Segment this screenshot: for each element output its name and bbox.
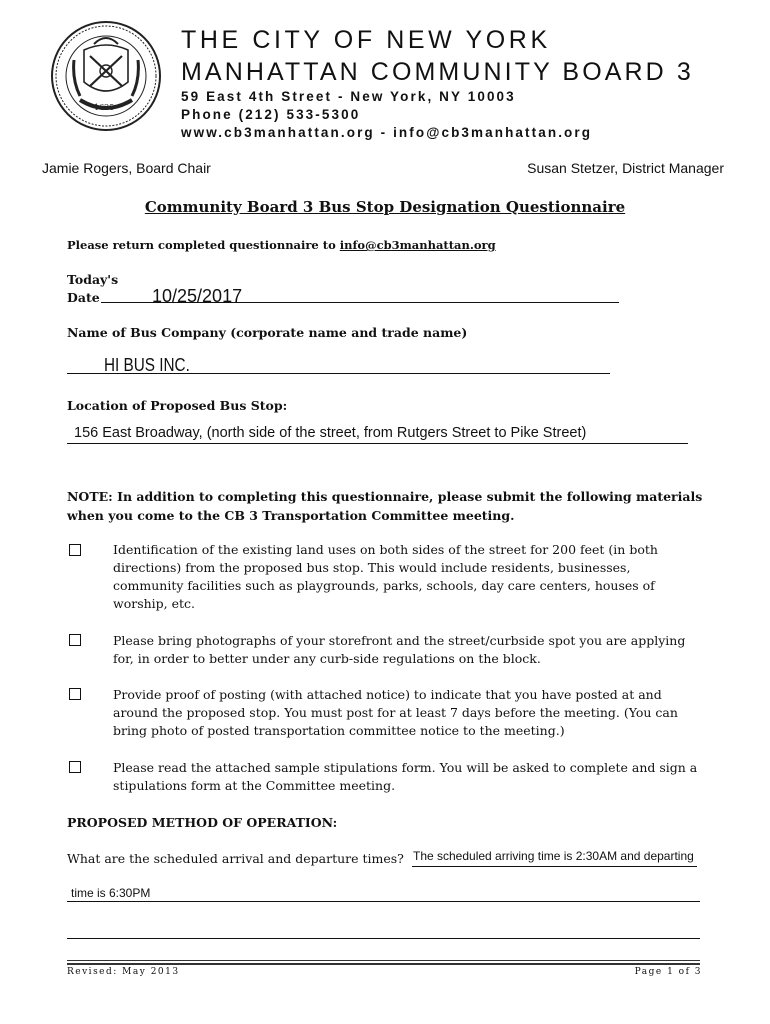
checklist-item-proof-of-posting: Provide proof of posting (with attached notice) to indicate that you have posted at and around the proposed stop. You must post for at least 7 days before the meeting. (You can bring photo of posted transportation committee notice to the meeting.) xyxy=(113,687,678,738)
location-label: Location of Proposed Bus Stop: xyxy=(67,398,288,413)
company-field[interactable]: HI BUS INC. xyxy=(104,355,190,375)
schedule-answer-line3-rule xyxy=(67,938,700,939)
schedule-question: What are the scheduled arrival and departure times? xyxy=(67,851,404,866)
checkbox-proof-of-posting[interactable] xyxy=(69,688,81,700)
district-manager: Susan Stetzer, District Manager xyxy=(527,160,724,176)
checklist-item-photographs: Please bring photographs of your storefront and the street/curbside spot you are applying for, in order to better under any curb-side regulations on the block. xyxy=(113,633,686,666)
location-field-line xyxy=(67,443,688,444)
checklist-item-land-uses: Identification of the existing land uses on both sides of the street for 200 feet (in both directions) from the proposed bus stop. This would include residents, businesses, community facilities such as playgrounds, parks, schools, day care centers, houses of worship, etc. xyxy=(113,542,658,611)
todays-label-line2: Date xyxy=(67,290,100,305)
board-chair: Jamie Rogers, Board Chair xyxy=(42,160,211,176)
schedule-answer-line1-rule xyxy=(412,866,697,867)
schedule-answer-line2[interactable]: time is 6:30PM xyxy=(71,886,151,900)
revised-date: Revised: May 2013 xyxy=(67,967,180,977)
checklist-item-stipulations: Please read the attached sample stipulations form. You will be asked to complete and sign a stipulations form at the Committee meeting. xyxy=(113,760,698,793)
checkbox-land-uses[interactable] xyxy=(69,544,81,556)
return-prefix: Please return completed questionnaire to xyxy=(67,238,340,252)
footer-rule-thin xyxy=(67,960,700,961)
checkbox-photographs[interactable] xyxy=(69,634,81,646)
page-number: Page 1 of 3 xyxy=(634,967,702,977)
company-label: Name of Bus Company (corporate name and trade name) xyxy=(67,325,468,340)
date-field[interactable]: 10/25/2017 xyxy=(152,286,243,306)
board-phone: Phone (212) 533-5300 xyxy=(181,107,361,122)
board-address: 59 East 4th Street - New York, NY 10003 xyxy=(181,89,516,104)
todays-label-line1: Today's xyxy=(67,272,119,287)
schedule-answer-line1[interactable]: The scheduled arriving time is 2:30AM and departing xyxy=(413,849,694,863)
return-email-link[interactable]: info@cb3manhattan.org xyxy=(339,238,496,252)
schedule-answer-line2-rule xyxy=(67,901,700,902)
nyc-seal-icon xyxy=(50,20,162,132)
return-instructions xyxy=(67,238,496,252)
seal-year: 1625 xyxy=(94,103,115,112)
checkbox-stipulations[interactable] xyxy=(69,761,81,773)
city-title: THE CITY OF NEW YORK xyxy=(181,26,551,54)
board-web-email: www.cb3manhattan.org - info@cb3manhattan.org xyxy=(181,125,593,140)
location-field[interactable]: 156 East Broadway, (north side of the street, from Rutgers Street to Pike Street) xyxy=(74,425,587,441)
form-title: Community Board 3 Bus Stop Designation Questionnaire xyxy=(144,198,626,216)
operation-heading: PROPOSED METHOD OF OPERATION: xyxy=(67,815,338,830)
materials-note: NOTE: In addition to completing this questionnaire, please submit the following materials when you come to the CB 3 Transportation Committee meeting. xyxy=(67,489,703,523)
footer-rule-thick xyxy=(67,963,700,965)
board-title: MANHATTAN COMMUNITY BOARD 3 xyxy=(181,58,694,86)
